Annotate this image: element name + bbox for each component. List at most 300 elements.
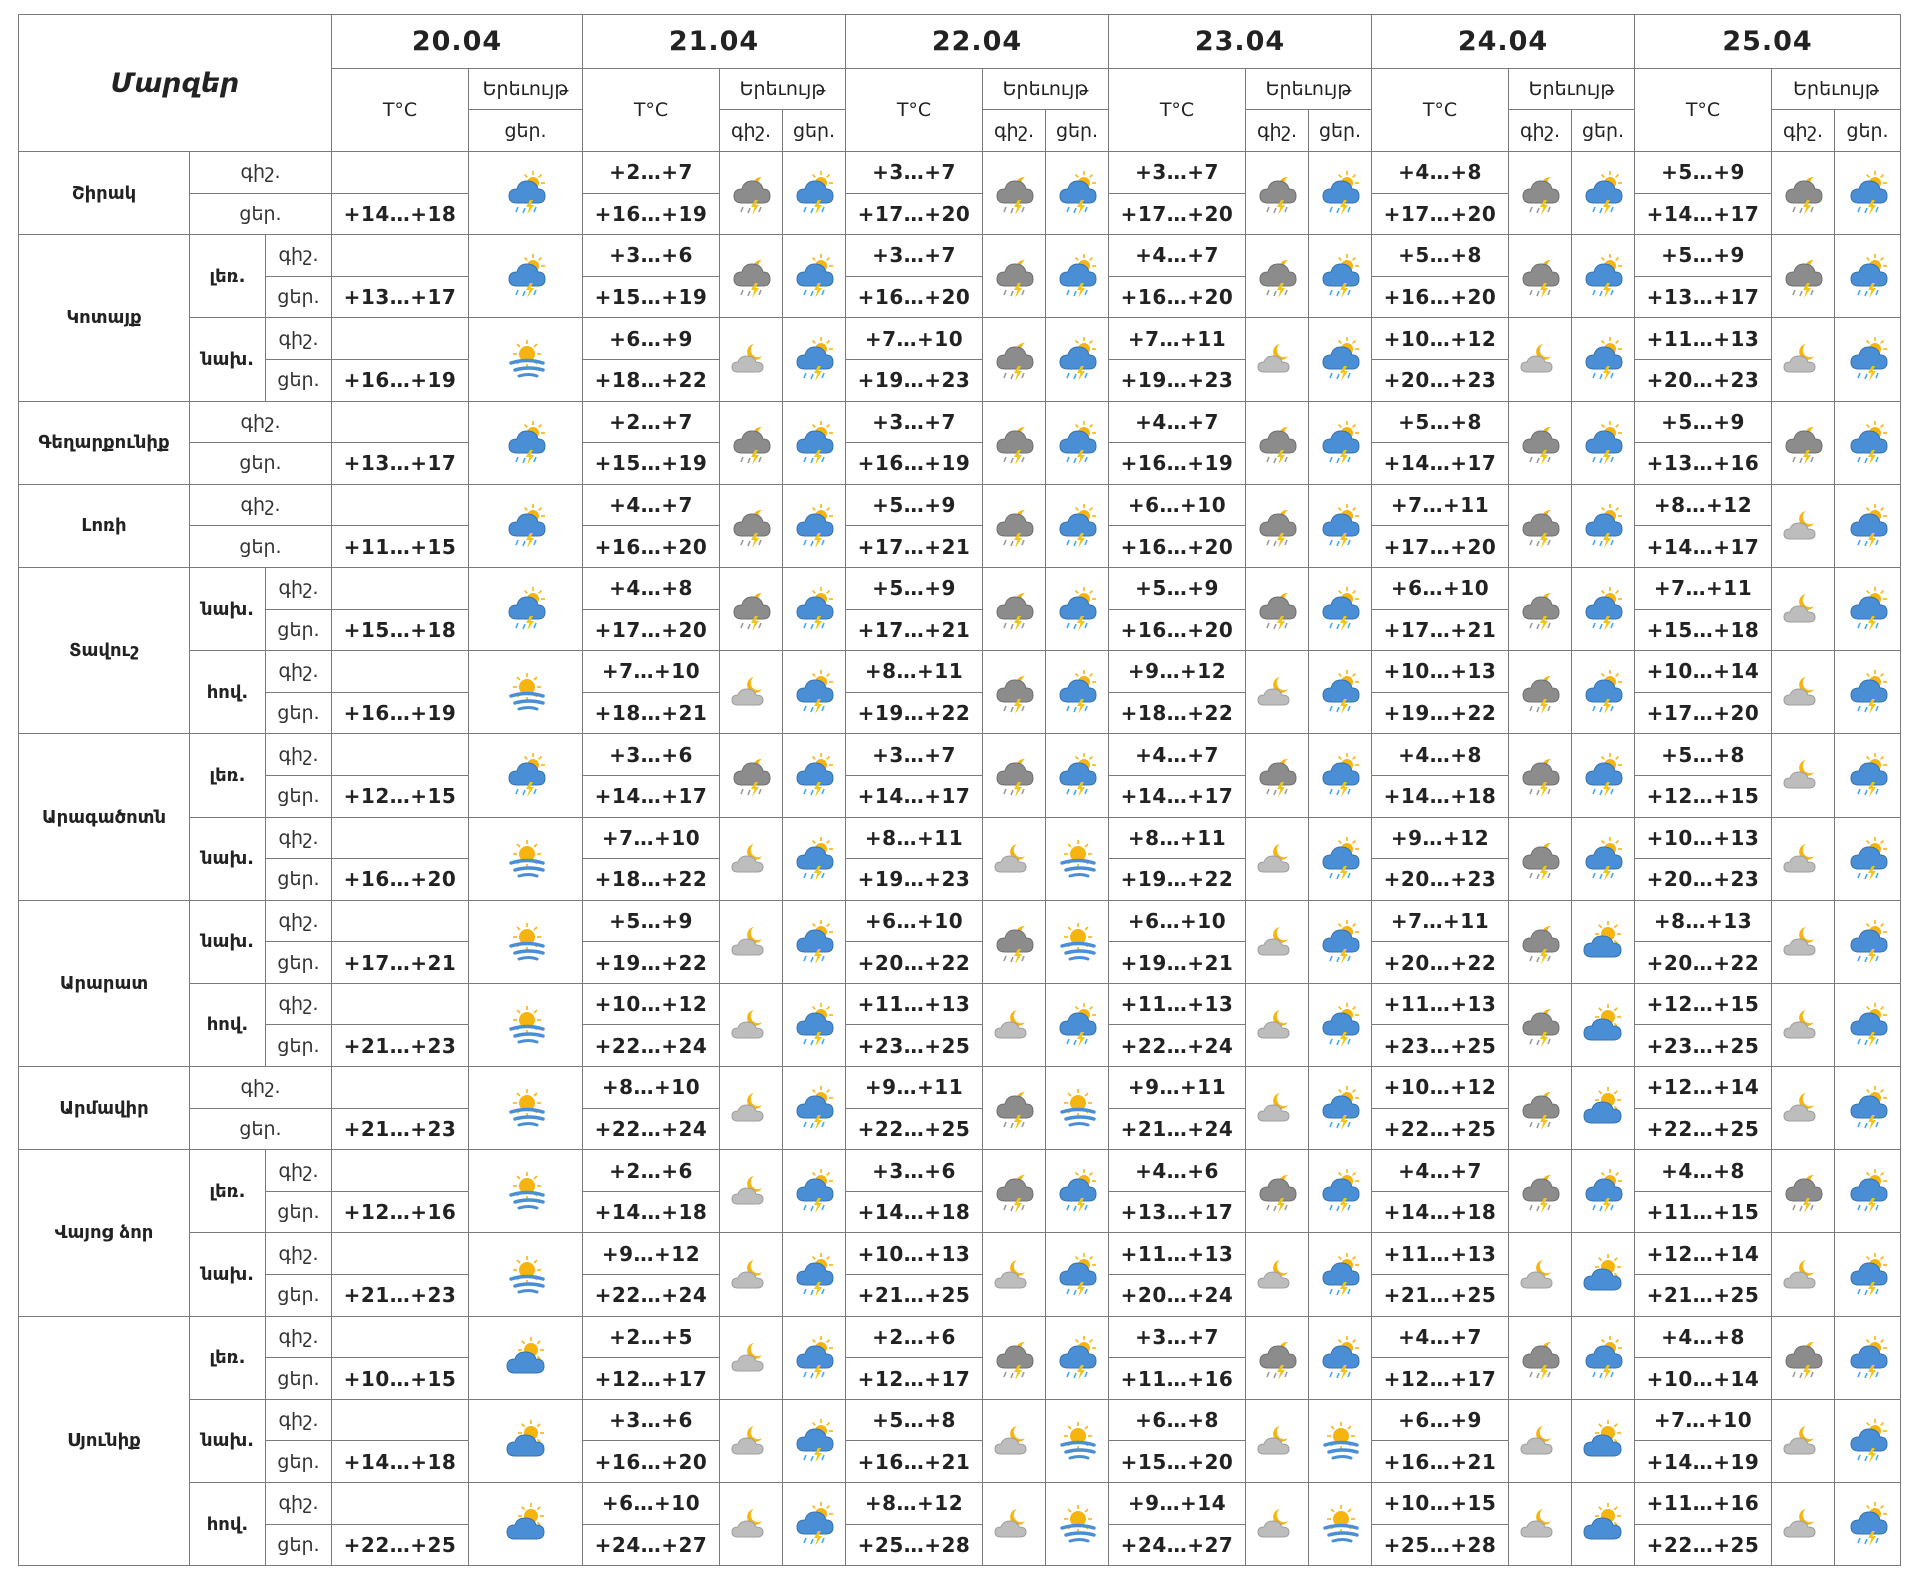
subregion-name: հով.: [190, 651, 266, 734]
period-night: գիշ.: [266, 651, 332, 693]
sun-haze-icon: [503, 836, 549, 882]
day-icon-cell: [1309, 1150, 1372, 1233]
period-day: ցեր.: [190, 526, 332, 568]
night-icon-cell: [720, 152, 783, 235]
night-temp: +7…+11: [1372, 900, 1509, 942]
night-temp: +2…+7: [583, 152, 720, 194]
day-header: ցեր.: [1572, 110, 1635, 152]
period-night: գիշ.: [266, 1233, 332, 1275]
storm-blue-icon: [791, 752, 837, 798]
night-icon-cell: [1246, 651, 1309, 734]
night-temp: +9…+12: [583, 1233, 720, 1275]
sun-haze-icon: [1054, 1418, 1100, 1464]
night-icon-cell: [983, 1316, 1046, 1399]
storm-blue-icon: [1845, 336, 1891, 382]
storm-blue-icon: [1845, 1168, 1891, 1214]
day-temp: +20…+24: [1109, 1275, 1246, 1317]
day-icon-cell: [469, 484, 583, 567]
day-icon-cell: [1572, 567, 1635, 650]
storm-gray-icon: [1254, 586, 1300, 632]
subregion-name: նախ.: [190, 900, 266, 983]
subregion-name: նախ.: [190, 567, 266, 650]
day-temp: +12…+17: [1372, 1358, 1509, 1400]
day-temp: +19…+22: [1372, 692, 1509, 734]
moon-cloud-icon: [728, 1252, 774, 1298]
day-icon-cell: [783, 567, 846, 650]
storm-blue-icon: [1580, 752, 1626, 798]
storm-blue-icon: [503, 253, 549, 299]
night-temp: +11…+13: [1109, 983, 1246, 1025]
night-temp: +6…+9: [583, 318, 720, 360]
moon-cloud-icon: [1254, 1002, 1300, 1048]
day-temp: +11…+15: [1635, 1191, 1772, 1233]
storm-blue-icon: [1054, 420, 1100, 466]
phenomena-header: Երեւույթ: [1246, 69, 1372, 110]
day-temp: +18…+22: [1109, 692, 1246, 734]
storm-blue-icon: [1317, 919, 1363, 965]
night-icon-cell: [1772, 401, 1835, 484]
storm-blue-icon: [791, 336, 837, 382]
night-icon-cell: [720, 1316, 783, 1399]
night-temp: +7…+10: [583, 817, 720, 859]
night-temp: [332, 900, 469, 942]
storm-gray-icon: [1254, 253, 1300, 299]
night-temp: +4…+7: [1109, 734, 1246, 776]
night-icon-cell: [1246, 401, 1309, 484]
day-temp: +16…+20: [1109, 526, 1246, 568]
storm-gray-icon: [991, 503, 1037, 549]
day-icon-cell: [1046, 651, 1109, 734]
day-temp: +12…+15: [332, 775, 469, 817]
night-icon-cell: [1772, 1067, 1835, 1150]
day-icon-cell: [1309, 1483, 1372, 1566]
subregion-name: նախ.: [190, 318, 266, 401]
day-icon-cell: [1572, 318, 1635, 401]
day-icon-cell: [783, 734, 846, 817]
day-icon-cell: [783, 152, 846, 235]
night-temp: +7…+10: [1635, 1399, 1772, 1441]
storm-gray-icon: [1780, 1335, 1826, 1381]
night-icon-cell: [1509, 567, 1572, 650]
day-icon-cell: [1572, 1399, 1635, 1482]
day-icon-cell: [1309, 983, 1372, 1066]
day-icon-cell: [1046, 235, 1109, 318]
storm-blue-icon: [1580, 503, 1626, 549]
day-temp: +22…+25: [1635, 1108, 1772, 1150]
night-icon-cell: [1772, 152, 1835, 235]
storm-blue-icon: [1580, 170, 1626, 216]
period-night: գիշ.: [190, 484, 332, 526]
night-temp: +10…+13: [1372, 651, 1509, 693]
sun-haze-icon: [503, 1085, 549, 1131]
day-temp: +20…+22: [846, 942, 983, 984]
moon-cloud-icon: [1780, 1085, 1826, 1131]
period-night: գիշ.: [266, 567, 332, 609]
night-temp: +9…+14: [1109, 1483, 1246, 1525]
moon-cloud-icon: [1780, 752, 1826, 798]
night-icon-cell: [720, 983, 783, 1066]
period-day: ցեր.: [266, 1358, 332, 1400]
day-temp: +23…+25: [1372, 1025, 1509, 1067]
night-icon-cell: [1772, 1483, 1835, 1566]
night-icon-cell: [1246, 1399, 1309, 1482]
storm-gray-icon: [1254, 1168, 1300, 1214]
moon-cloud-icon: [1780, 503, 1826, 549]
day-header: ցեր.: [783, 110, 846, 152]
night-temp: [332, 817, 469, 859]
day-icon-cell: [1572, 983, 1635, 1066]
storm-blue-icon: [1317, 669, 1363, 715]
night-icon-cell: [1246, 1150, 1309, 1233]
storm-blue-icon: [1317, 420, 1363, 466]
day-icon-cell: [1835, 651, 1901, 734]
storm-gray-icon: [991, 253, 1037, 299]
night-temp: +5…+9: [583, 900, 720, 942]
storm-blue-icon: [1317, 752, 1363, 798]
day-temp: +23…+25: [846, 1025, 983, 1067]
storm-blue-icon: [1054, 1252, 1100, 1298]
night-icon-cell: [720, 401, 783, 484]
storm-blue-icon: [1054, 253, 1100, 299]
day-icon-cell: [1835, 235, 1901, 318]
night-icon-cell: [720, 235, 783, 318]
day-icon-cell: [1309, 318, 1372, 401]
table-row: [19, 900, 1901, 942]
phenomena-header: Երեւույթ: [983, 69, 1109, 110]
night-temp: +10…+13: [846, 1233, 983, 1275]
storm-blue-icon: [791, 836, 837, 882]
period-night: գիշ.: [190, 152, 332, 194]
day-temp: +21…+23: [332, 1108, 469, 1150]
night-icon-cell: [1772, 734, 1835, 817]
day-temp: +22…+25: [1372, 1108, 1509, 1150]
storm-blue-icon: [791, 669, 837, 715]
sun-cloud-icon: [1580, 1252, 1626, 1298]
day-temp: +20…+23: [1635, 359, 1772, 401]
day-icon-cell: [1046, 817, 1109, 900]
day-icon-cell: [469, 817, 583, 900]
day-icon-cell: [1309, 1399, 1372, 1482]
storm-blue-icon: [1580, 1168, 1626, 1214]
moon-cloud-icon: [1254, 336, 1300, 382]
day-temp: +17…+21: [332, 942, 469, 984]
day-icon-cell: [1572, 152, 1635, 235]
storm-gray-icon: [1517, 752, 1563, 798]
day-icon-cell: [1046, 1483, 1109, 1566]
period-night: գիշ.: [266, 1316, 332, 1358]
night-temp: +4…+7: [1109, 401, 1246, 443]
storm-blue-icon: [791, 1418, 837, 1464]
table-row: [19, 1316, 1901, 1358]
day-icon-cell: [1835, 817, 1901, 900]
period-day: ցեր.: [266, 1275, 332, 1317]
night-icon-cell: [720, 817, 783, 900]
night-temp: +11…+13: [1635, 318, 1772, 360]
storm-gray-icon: [1254, 420, 1300, 466]
day-temp: +16…+20: [1109, 609, 1246, 651]
night-temp: +8…+12: [1635, 484, 1772, 526]
period-day: ցեր.: [190, 1108, 332, 1150]
date-header: 22.04: [846, 15, 1109, 69]
day-icon-cell: [1572, 1233, 1635, 1316]
storm-gray-icon: [1254, 752, 1300, 798]
night-icon-cell: [983, 734, 1046, 817]
day-icon-cell: [783, 318, 846, 401]
day-temp: +17…+20: [846, 193, 983, 235]
day-temp: +16…+20: [583, 1441, 720, 1483]
storm-blue-icon: [503, 752, 549, 798]
night-temp: +10…+14: [1635, 651, 1772, 693]
moon-cloud-icon: [728, 836, 774, 882]
day-temp: +13…+17: [332, 276, 469, 318]
night-temp: +6…+10: [1372, 567, 1509, 609]
night-header: գիշ.: [1246, 110, 1309, 152]
storm-blue-icon: [1845, 1252, 1891, 1298]
day-icon-cell: [1835, 152, 1901, 235]
storm-blue-icon: [503, 586, 549, 632]
day-icon-cell: [1309, 235, 1372, 318]
night-temp: +3…+7: [846, 235, 983, 277]
period-night: գիշ.: [266, 1150, 332, 1192]
storm-blue-icon: [1054, 170, 1100, 216]
night-temp: +7…+11: [1635, 567, 1772, 609]
day-icon-cell: [783, 401, 846, 484]
night-temp: [332, 1399, 469, 1441]
night-temp: +9…+11: [1109, 1067, 1246, 1109]
sun-cloud-icon: [1580, 919, 1626, 965]
day-icon-cell: [1309, 152, 1372, 235]
night-icon-cell: [1509, 484, 1572, 567]
phenomena-header: Երեւույթ: [469, 69, 583, 110]
day-temp: +15…+20: [1109, 1441, 1246, 1483]
storm-gray-icon: [1517, 1335, 1563, 1381]
day-icon-cell: [1309, 734, 1372, 817]
storm-blue-icon: [503, 503, 549, 549]
storm-gray-icon: [991, 919, 1037, 965]
day-temp: +16…+19: [846, 443, 983, 485]
night-header: գիշ.: [983, 110, 1046, 152]
storm-gray-icon: [1780, 1168, 1826, 1214]
day-icon-cell: [783, 817, 846, 900]
period-day: ցեր.: [266, 359, 332, 401]
night-icon-cell: [1509, 900, 1572, 983]
night-icon-cell: [983, 1067, 1046, 1150]
night-icon-cell: [983, 567, 1046, 650]
day-temp: +19…+22: [1109, 859, 1246, 901]
region-name: Տավուշ: [19, 567, 190, 733]
day-icon-cell: [1835, 734, 1901, 817]
day-temp: +20…+22: [1372, 942, 1509, 984]
night-temp: +2…+5: [583, 1316, 720, 1358]
day-icon-cell: [783, 1233, 846, 1316]
sun-haze-icon: [1054, 836, 1100, 882]
night-temp: [332, 1483, 469, 1525]
region-name: Գեղարքունիք: [19, 401, 190, 484]
night-icon-cell: [1246, 983, 1309, 1066]
day-icon-cell: [1835, 401, 1901, 484]
night-temp: +6…+10: [846, 900, 983, 942]
subregion-name: նախ.: [190, 1399, 266, 1482]
day-icon-cell: [1309, 1067, 1372, 1150]
storm-blue-icon: [791, 1168, 837, 1214]
night-temp: +5…+9: [1635, 152, 1772, 194]
storm-gray-icon: [1517, 586, 1563, 632]
period-day: ցեր.: [266, 942, 332, 984]
moon-cloud-icon: [991, 1252, 1037, 1298]
sun-haze-icon: [1054, 919, 1100, 965]
storm-blue-icon: [1317, 1335, 1363, 1381]
storm-blue-icon: [1317, 170, 1363, 216]
table-row: [19, 318, 1901, 360]
region-name: Լոռի: [19, 484, 190, 567]
day-icon-cell: [469, 1316, 583, 1399]
day-temp: +12…+16: [332, 1191, 469, 1233]
night-icon-cell: [1509, 1150, 1572, 1233]
region-name: Արագածոտն: [19, 734, 190, 900]
moon-cloud-icon: [1780, 836, 1826, 882]
night-temp: [332, 1067, 469, 1109]
subregion-name: լեռ.: [190, 1150, 266, 1233]
day-icon-cell: [1835, 318, 1901, 401]
storm-blue-icon: [1580, 253, 1626, 299]
night-icon-cell: [720, 318, 783, 401]
day-temp: +21…+25: [1635, 1275, 1772, 1317]
day-icon-cell: [1309, 567, 1372, 650]
night-temp: +5…+9: [846, 484, 983, 526]
day-icon-cell: [1835, 1233, 1901, 1316]
night-icon-cell: [1509, 817, 1572, 900]
day-temp: +15…+19: [583, 443, 720, 485]
night-icon-cell: [983, 651, 1046, 734]
night-temp: +8…+11: [846, 651, 983, 693]
period-day: ցեր.: [266, 692, 332, 734]
storm-gray-icon: [1517, 669, 1563, 715]
day-icon-cell: [469, 567, 583, 650]
storm-gray-icon: [1517, 253, 1563, 299]
moon-cloud-icon: [728, 1085, 774, 1131]
day-icon-cell: [783, 1399, 846, 1482]
night-icon-cell: [983, 152, 1046, 235]
day-icon-cell: [1572, 1316, 1635, 1399]
day-temp: +12…+17: [583, 1358, 720, 1400]
storm-blue-icon: [1054, 1168, 1100, 1214]
storm-blue-icon: [1845, 586, 1891, 632]
temp-header: T°C: [1372, 69, 1509, 152]
moon-cloud-icon: [728, 336, 774, 382]
night-temp: [332, 152, 469, 194]
storm-gray-icon: [991, 1335, 1037, 1381]
night-temp: +3…+7: [1109, 152, 1246, 194]
storm-gray-icon: [728, 420, 774, 466]
night-temp: +8…+11: [846, 817, 983, 859]
night-temp: +11…+13: [1372, 1233, 1509, 1275]
region-name: Սյունիք: [19, 1316, 190, 1566]
storm-blue-icon: [1845, 919, 1891, 965]
day-header: ցեր.: [469, 110, 583, 152]
storm-blue-icon: [1317, 1085, 1363, 1131]
storm-blue-icon: [1845, 503, 1891, 549]
night-icon-cell: [983, 817, 1046, 900]
sun-haze-icon: [503, 1168, 549, 1214]
day-icon-cell: [469, 734, 583, 817]
night-icon-cell: [1509, 1067, 1572, 1150]
night-temp: +10…+12: [583, 983, 720, 1025]
day-temp: +18…+21: [583, 692, 720, 734]
day-temp: +17…+20: [1372, 193, 1509, 235]
storm-gray-icon: [991, 170, 1037, 216]
forecast-table: [18, 14, 1901, 1566]
day-icon-cell: [1309, 484, 1372, 567]
storm-blue-icon: [1845, 170, 1891, 216]
night-temp: +3…+7: [846, 152, 983, 194]
day-icon-cell: [1572, 1483, 1635, 1566]
day-icon-cell: [1309, 900, 1372, 983]
night-temp: +12…+14: [1635, 1233, 1772, 1275]
night-icon-cell: [720, 567, 783, 650]
day-temp: +25…+28: [846, 1524, 983, 1566]
night-icon-cell: [1246, 567, 1309, 650]
storm-blue-icon: [1580, 669, 1626, 715]
night-temp: +4…+6: [1109, 1150, 1246, 1192]
moon-cloud-icon: [1254, 1418, 1300, 1464]
night-icon-cell: [1509, 235, 1572, 318]
day-temp: +19…+23: [1109, 359, 1246, 401]
day-icon-cell: [1572, 484, 1635, 567]
date-header: 25.04: [1635, 15, 1901, 69]
night-temp: +3…+7: [846, 734, 983, 776]
storm-gray-icon: [1517, 919, 1563, 965]
storm-blue-icon: [791, 1002, 837, 1048]
storm-blue-icon: [791, 1501, 837, 1547]
storm-blue-icon: [1317, 1252, 1363, 1298]
night-temp: +3…+6: [846, 1150, 983, 1192]
storm-blue-icon: [1845, 1501, 1891, 1547]
night-icon-cell: [720, 1233, 783, 1316]
day-temp: +17…+21: [846, 609, 983, 651]
night-icon-cell: [983, 900, 1046, 983]
night-icon-cell: [1246, 484, 1309, 567]
day-temp: +14…+18: [1372, 1191, 1509, 1233]
night-temp: +2…+6: [846, 1316, 983, 1358]
period-night: գիշ.: [266, 734, 332, 776]
table-row: [19, 1067, 1901, 1109]
night-icon-cell: [1772, 817, 1835, 900]
period-night: գիշ.: [266, 235, 332, 277]
sun-cloud-icon: [503, 1418, 549, 1464]
storm-gray-icon: [1517, 836, 1563, 882]
day-temp: +13…+17: [332, 443, 469, 485]
night-temp: +11…+13: [1109, 1233, 1246, 1275]
storm-blue-icon: [1580, 1335, 1626, 1381]
night-icon-cell: [1246, 817, 1309, 900]
table-row: [19, 1233, 1901, 1275]
day-temp: +16…+20: [583, 526, 720, 568]
moon-cloud-icon: [728, 1335, 774, 1381]
moon-cloud-icon: [1780, 1252, 1826, 1298]
night-temp: +10…+15: [1372, 1483, 1509, 1525]
day-temp: +11…+15: [332, 526, 469, 568]
day-icon-cell: [1835, 484, 1901, 567]
subregion-name: նախ.: [190, 1233, 266, 1316]
night-temp: +4…+7: [1109, 235, 1246, 277]
day-temp: +14…+18: [846, 1191, 983, 1233]
sun-haze-icon: [503, 1002, 549, 1048]
night-icon-cell: [1246, 152, 1309, 235]
night-header: գիշ.: [1772, 110, 1835, 152]
storm-blue-icon: [1845, 836, 1891, 882]
night-temp: +5…+8: [1372, 401, 1509, 443]
date-header: 20.04: [332, 15, 583, 69]
